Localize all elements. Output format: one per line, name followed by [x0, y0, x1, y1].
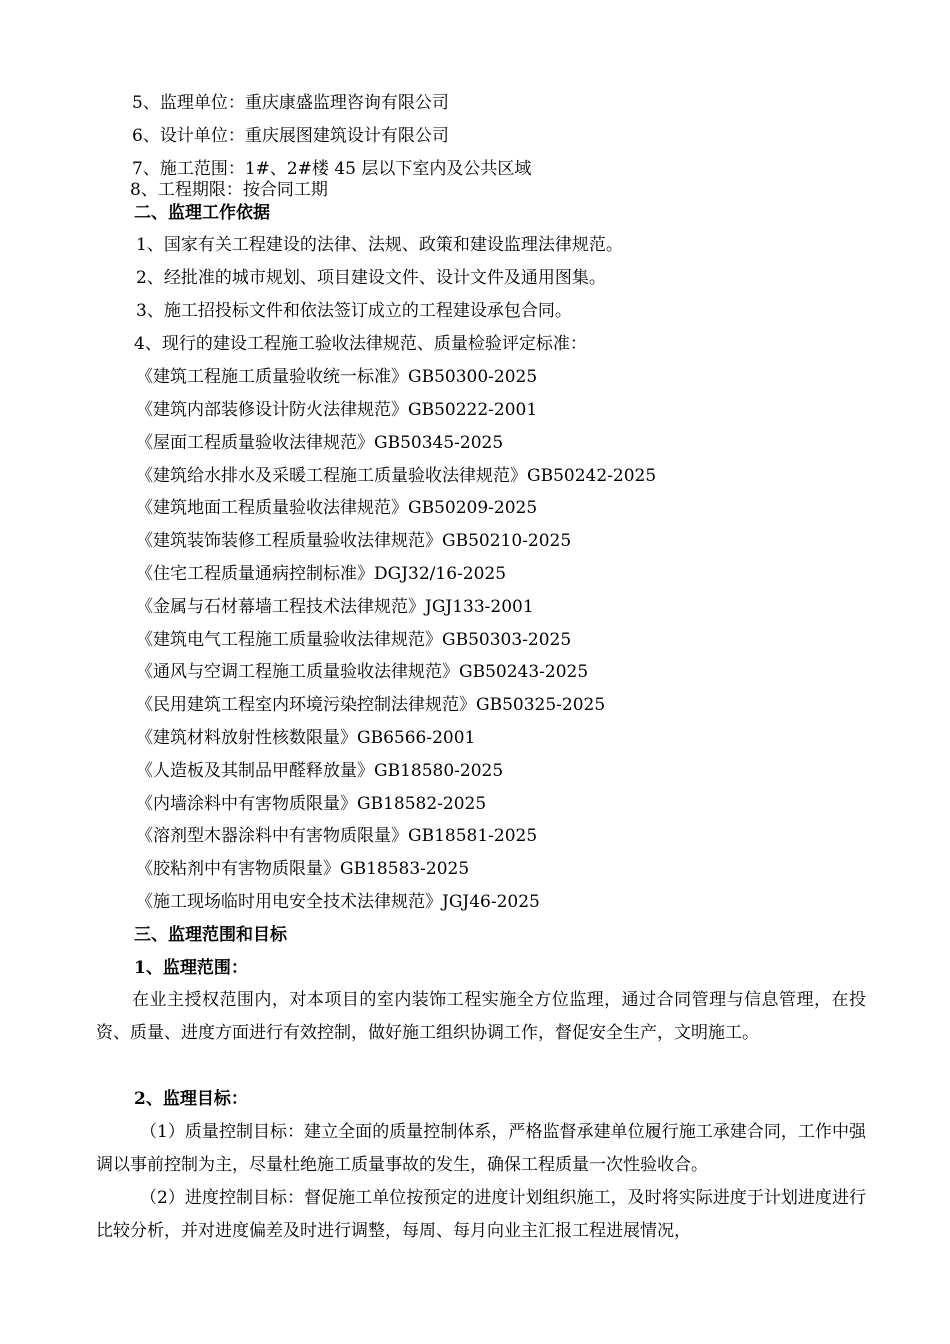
- scope-paragraph: [96, 984, 866, 1050]
- info-item-construction-scope: 7、施工范围：1#、2#楼 45 层以下室内及公共区域: [132, 159, 532, 179]
- subheading-scope: 1、监理范围：: [134, 958, 248, 978]
- standard-item: 《建筑给水排水及采暖工程施工质量验收法律规范》GB50242-2025: [136, 466, 657, 486]
- progress-goal-paragraph: [96, 1182, 866, 1248]
- info-item-supervision-unit: 5、监理单位：重庆康盛监理咨询有限公司: [132, 93, 449, 113]
- quality-goal-text: （1）质量控制目标：建立全面的质量控制体系，严格监督承建单位履行施工承建合同，工作中强调以事前控制为主，尽量杜绝施工质量事故的发生，确保工程质量一次性验收合。: [96, 1122, 866, 1175]
- info-item-design-unit: 6、设计单位：重庆展图建筑设计有限公司: [132, 126, 449, 146]
- section-heading-scope-goals: 三、监理范围和目标: [134, 925, 287, 945]
- standard-item: 《住宅工程质量通病控制标准》DGJ32/16-2025: [136, 564, 507, 584]
- standard-item: 《建筑电气工程施工质量验收法律规范》GB50303-2025: [136, 630, 572, 650]
- standard-item: 《建筑内部装修设计防火法律规范》GB50222-2001: [136, 400, 538, 420]
- standard-item: 《建筑工程施工质量验收统一标准》GB50300-2025: [136, 367, 538, 387]
- standard-item: 《溶剂型木器涂料中有害物质限量》GB18581-2025: [136, 826, 538, 846]
- standard-item: 《通风与空调工程施工质量验收法律规范》GB50243-2025: [136, 662, 589, 682]
- section-heading-basis: 二、监理工作依据: [134, 203, 270, 223]
- standard-item: 《民用建筑工程室内环境污染控制法律规范》GB50325-2025: [136, 695, 606, 715]
- standard-item: 《屋面工程质量验收法律规范》GB50345-2025: [136, 433, 504, 453]
- progress-goal-text: （2）进度控制目标：督促施工单位按预定的进度计划组织施工，及时将实际进度于计划进度进行比较分析，并对进度偏差及时进行调整，每周、每月向业主汇报工程进展情况，: [96, 1188, 866, 1241]
- standard-item: 《金属与石材幕墙工程技术法律规范》JGJ133-2001: [136, 597, 534, 617]
- standard-item: 《内墙涂料中有害物质限量》GB18582-2025: [136, 794, 487, 814]
- standard-item: 《建筑材料放射性核数限量》GB6566-2001: [136, 728, 476, 748]
- standard-item: 《胶粘剂中有害物质限量》GB18583-2025: [136, 859, 470, 879]
- info-item-construction-period: 8、工程期限：按合同工期: [130, 180, 328, 200]
- scope-text: 在业主授权范围内，对本项目的室内装饰工程实施全方位监理，通过合同管理与信息管理，在投资、质量、进度方面进行有效控制，做好施工组织协调工作，督促安全生产，文明施工。: [96, 990, 866, 1043]
- subheading-goals: 2、监理目标：: [134, 1089, 248, 1109]
- standard-item: 《人造板及其制品甲醛释放量》GB18580-2025: [136, 761, 504, 781]
- basis-item-3: 3、施工招投标文件和依法签订成立的工程建设承包合同。: [136, 301, 572, 321]
- basis-item-2: 2、经批准的城市规划、项目建设文件、设计文件及通用图集。: [136, 268, 606, 288]
- standard-item: 《建筑装饰装修工程质量验收法律规范》GB50210-2025: [136, 531, 572, 551]
- standard-item: 《施工现场临时用电安全技术法律规范》JGJ46-2025: [136, 892, 540, 912]
- standard-item: 《建筑地面工程质量验收法律规范》GB50209-2025: [136, 498, 538, 518]
- basis-item-4: 4、现行的建设工程施工验收法律规范、质量检验评定标准：: [134, 334, 587, 354]
- quality-goal-paragraph: [96, 1116, 866, 1182]
- basis-item-1: 1、国家有关工程建设的法律、法规、政策和建设监理法律规范。: [136, 235, 623, 255]
